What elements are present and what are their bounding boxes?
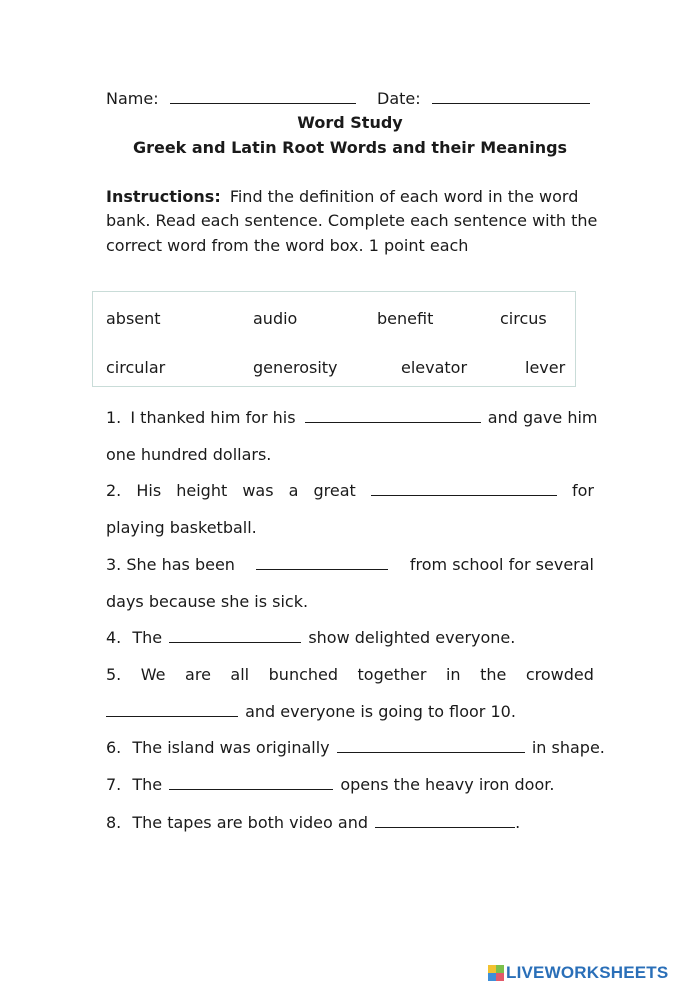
date-blank[interactable] [432, 89, 590, 104]
word-bank-item: elevator [401, 358, 468, 377]
sentence-word: was [242, 481, 274, 500]
date-field [377, 89, 590, 109]
date-label: Date: [377, 89, 421, 108]
sentence-text: I thanked him for his [130, 408, 296, 427]
name-label: Name: [106, 89, 159, 108]
sentence-text: in shape. [531, 738, 605, 757]
sentence-text: and everyone is going to floor 10. [245, 702, 516, 721]
instructions-line-3: correct word from the word box. 1 point each [106, 236, 469, 255]
sentence-text: and gave him [487, 408, 598, 427]
answer-blank-1[interactable] [305, 408, 481, 423]
sentence-number: 6. [106, 738, 122, 757]
sentence-number: 2. [106, 481, 122, 500]
sentence-7 [106, 775, 554, 795]
instructions-line-1 [106, 187, 578, 207]
sentence-number: 4. [106, 628, 122, 647]
sentence-word: height [176, 481, 228, 500]
answer-blank-3[interactable] [256, 555, 388, 570]
sentence-word: a [288, 481, 299, 500]
sentence-text: show delighted everyone. [308, 628, 516, 647]
sentence-number: 5. [106, 665, 122, 684]
sentence-word: all [230, 665, 250, 684]
sentence-word: bunched [268, 665, 339, 684]
sentence-8 [106, 813, 520, 833]
answer-blank-2[interactable] [371, 481, 557, 496]
sentence-3-continued: days because she is sick. [106, 592, 309, 611]
sentence-word: great [313, 481, 356, 500]
sentence-5-continued [106, 702, 516, 722]
sentence-number: 8. [106, 813, 122, 832]
sentence-6 [106, 738, 605, 758]
name-blank[interactable] [170, 89, 356, 104]
sentence-3 [106, 555, 594, 575]
sentence-2 [106, 481, 594, 501]
logo-text: LIVEWORKSHEETS [506, 963, 669, 982]
word-bank-item: benefit [377, 309, 434, 328]
instructions-label: Instructions: [106, 187, 221, 206]
worksheet-title: Word Study [297, 113, 403, 132]
instructions-line-2: bank. Read each sentence. Complete each sentence with the [106, 211, 598, 230]
sentence-word: We [140, 665, 166, 684]
sentence-number: 1. [106, 408, 122, 427]
sentence-1-continued: one hundred dollars. [106, 445, 272, 464]
answer-blank-6[interactable] [337, 738, 525, 753]
sentence-word: the [480, 665, 507, 684]
word-bank-item: lever [525, 358, 566, 377]
word-bank-item: circular [106, 358, 166, 377]
sentence-word: His [136, 481, 162, 500]
sentence-word: in [445, 665, 461, 684]
answer-blank-7[interactable] [169, 775, 333, 790]
sentence-2-continued: playing basketball. [106, 518, 257, 537]
sentence-text: The [132, 775, 163, 794]
sentence-5 [106, 665, 594, 685]
sentence-text: The [132, 628, 163, 647]
sentence-text: The tapes are both video and [132, 813, 368, 832]
sentence-number: 7. [106, 775, 122, 794]
sentence-text: . [515, 813, 521, 832]
logo-blocks-icon [488, 965, 504, 981]
liveworksheets-logo [488, 963, 668, 983]
worksheet-subtitle: Greek and Latin Root Words and their Meanings [132, 138, 568, 157]
sentence-text: opens the heavy iron door. [340, 775, 555, 794]
sentence-1 [106, 408, 597, 428]
word-bank-item: audio [253, 309, 298, 328]
answer-blank-4[interactable] [169, 628, 301, 643]
sentence-word: crowded [525, 665, 594, 684]
sentence-text: 3. She has been [106, 555, 235, 574]
name-field [106, 89, 356, 109]
sentence-word: for [571, 481, 594, 500]
answer-blank-5[interactable] [106, 702, 238, 717]
answer-blank-8[interactable] [375, 813, 515, 828]
sentence-word: together [357, 665, 427, 684]
word-bank-item: absent [106, 309, 161, 328]
word-bank-item: generosity [253, 358, 338, 377]
sentence-4 [106, 628, 515, 648]
sentence-word: are [185, 665, 211, 684]
word-bank-item: circus [500, 309, 547, 328]
sentence-text: from school for several [409, 555, 594, 574]
instructions-text-1: Find the definition of each word in the word [229, 187, 579, 206]
sentence-text: The island was originally [132, 738, 330, 757]
